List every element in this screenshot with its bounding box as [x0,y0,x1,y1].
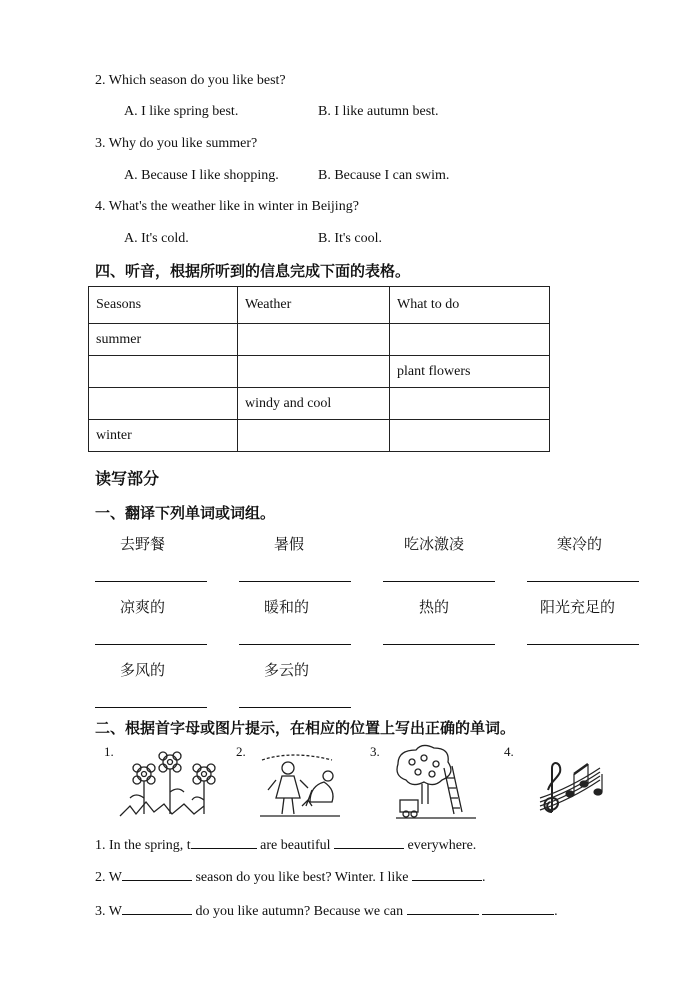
option-4a: A. It's cold. [124,231,189,246]
answer-line[interactable] [239,644,351,645]
answer-line[interactable] [383,581,495,582]
table-header-weather: Weather [238,287,390,324]
table-cell[interactable] [238,356,390,388]
word-4: 寒冷的 [557,535,603,553]
answer-blank[interactable] [122,867,192,881]
children-planting-drawing-icon [232,740,352,822]
picture-number: 1. [104,744,114,759]
sentence-text: 2. W [95,870,122,885]
table-cell: winter [89,420,238,452]
answer-blank[interactable] [412,867,482,881]
table-cell: windy and cool [238,388,390,420]
table-cell: summer [89,324,238,356]
picture-number: 2. [236,744,246,759]
sentence-text: 1. In the spring, t [95,838,191,853]
fill-sentence-1 [95,835,476,854]
picture-number: 3. [370,744,380,759]
word-1: 去野餐 [120,535,166,553]
table-header-seasons: Seasons [89,287,238,324]
table-cell[interactable] [390,324,550,356]
option-3b: B. Because I can swim. [318,168,450,183]
translate-header: 一、翻译下列单词或词组。 [95,504,276,522]
answer-blank[interactable] [334,835,404,849]
music-notes-drawing-icon [500,740,620,822]
table-cell[interactable] [89,356,238,388]
apple-tree-picking-drawing-icon [366,740,486,822]
sentence-text: . [554,904,558,919]
weather-table [88,286,550,452]
word-8: 阳光充足的 [540,598,616,616]
sentence-text: . [482,870,486,885]
table-cell[interactable] [238,324,390,356]
answer-line[interactable] [95,707,207,708]
sentence-text: 3. W [95,904,122,919]
word-3: 吃冰激凌 [404,535,465,553]
answer-blank[interactable] [122,901,192,915]
word-5: 凉爽的 [120,598,166,616]
table-cell[interactable] [89,388,238,420]
question-2: 2. Which season do you like best? [95,73,286,88]
table-cell[interactable] [390,388,550,420]
answer-line[interactable] [95,644,207,645]
answer-line[interactable] [95,581,207,582]
flowers-drawing-icon [100,740,220,822]
word-6: 暖和的 [264,598,310,616]
answer-line[interactable] [527,644,639,645]
answer-line[interactable] [527,581,639,582]
question-3: 3. Why do you like summer? [95,136,258,151]
answer-line[interactable] [239,707,351,708]
word-10: 多云的 [264,661,310,679]
option-2b: B. I like autumn best. [318,104,439,119]
answer-blank[interactable] [407,901,479,915]
table-header-what-to-do: What to do [390,287,550,324]
answer-line[interactable] [383,644,495,645]
reading-writing-title: 读写部分 [95,469,160,488]
option-2a: A. I like spring best. [124,104,239,119]
option-4b: B. It's cool. [318,231,382,246]
option-3a: A. Because I like shopping. [124,168,279,183]
fill-sentence-2 [95,867,486,886]
word-2: 暑假 [274,535,305,553]
table-cell: plant flowers [390,356,550,388]
table-cell[interactable] [238,420,390,452]
word-7: 热的 [419,598,450,616]
word-9: 多风的 [120,661,166,679]
question-4: 4. What's the weather like in winter in Beijing? [95,199,359,214]
sentence-text: everywhere. [404,838,477,853]
table-cell[interactable] [390,420,550,452]
picture-number: 4. [504,744,514,759]
sentence-text: season do you like best? Winter. I like [191,870,412,885]
fill-header: 二、根据首字母或图片提示，在相应的位置上写出正确的单词。 [95,719,516,737]
answer-blank[interactable] [191,835,257,849]
answer-blank[interactable] [482,901,554,915]
answer-line[interactable] [239,581,351,582]
section4-header: 四、听音，根据所听到的信息完成下面的表格。 [95,262,411,280]
sentence-text: do you like autumn? Because we can [191,904,407,919]
fill-sentence-3 [95,901,558,920]
sentence-text: are beautiful [256,838,335,853]
